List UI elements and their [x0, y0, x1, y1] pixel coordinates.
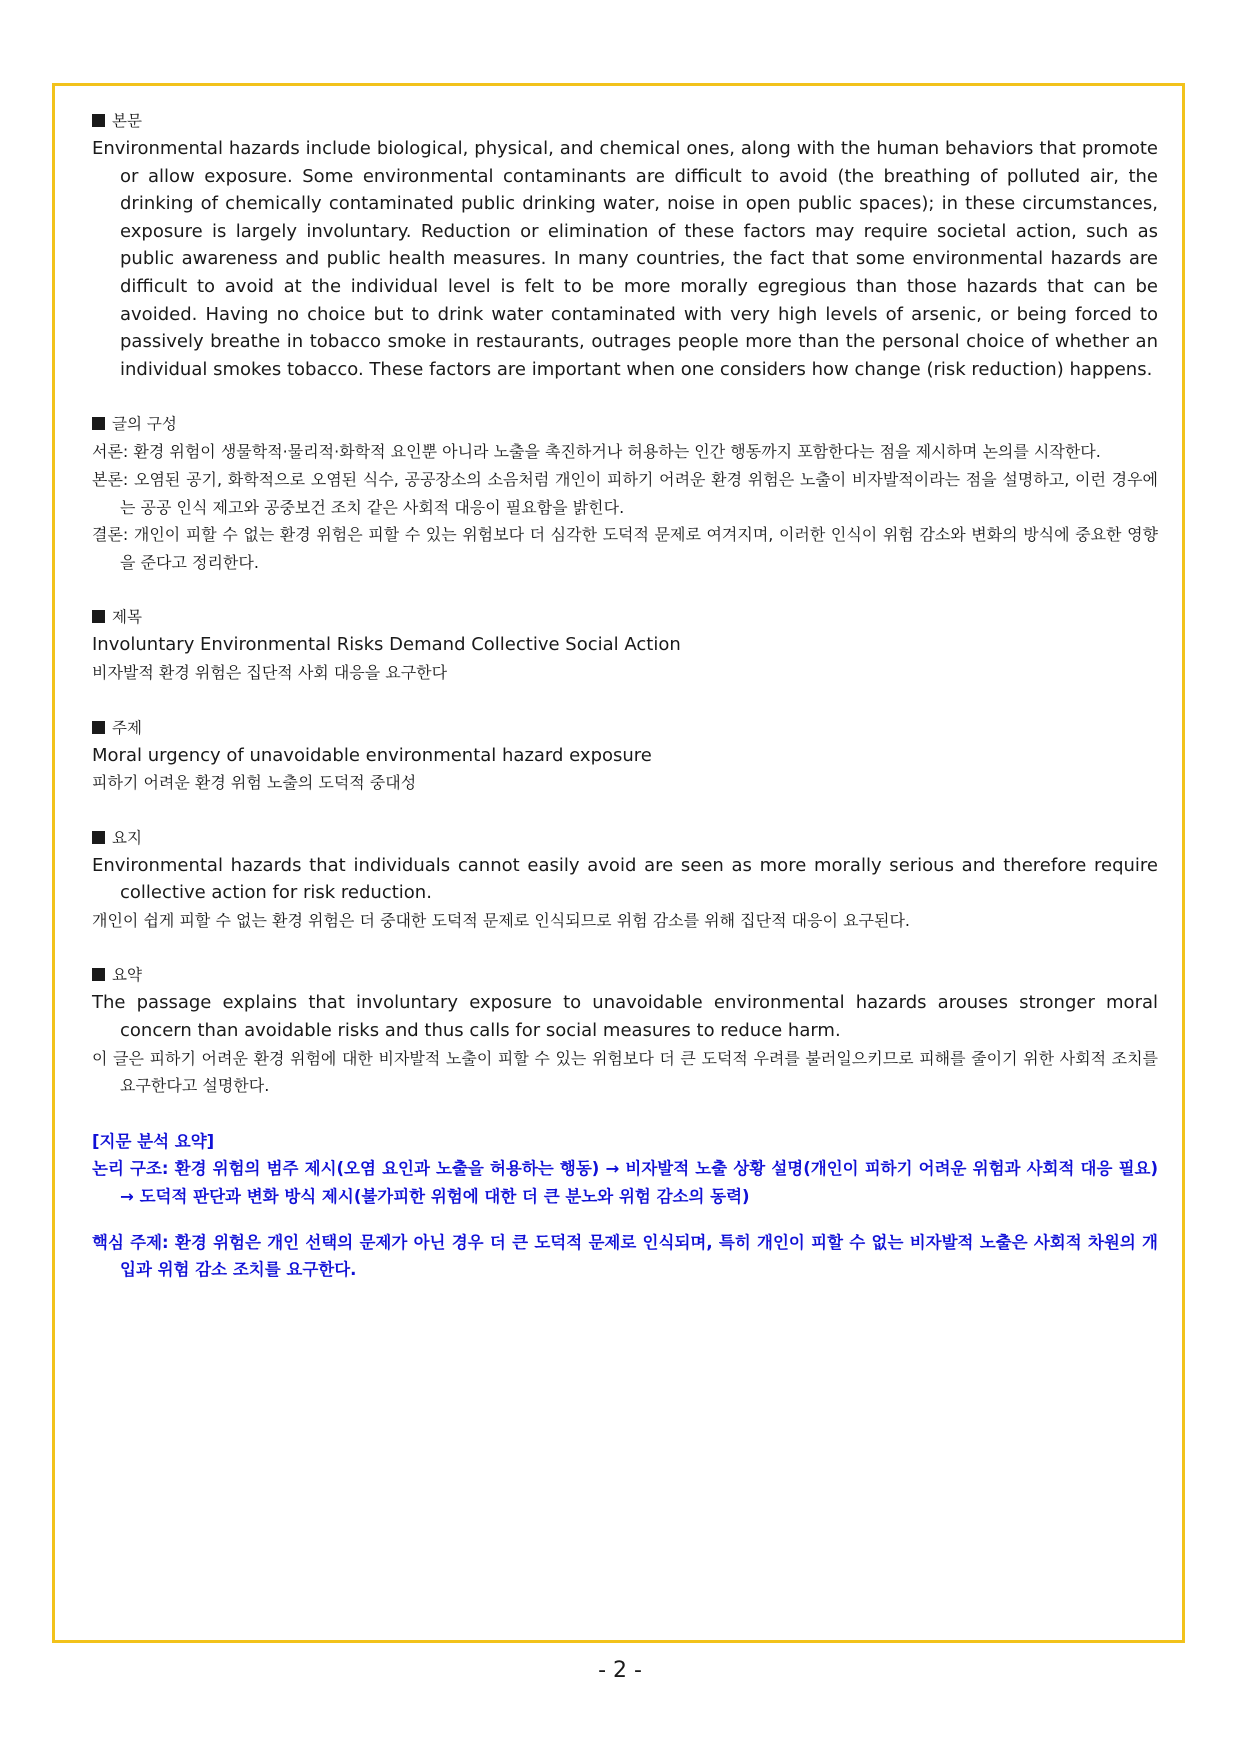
topic-en: Moral urgency of unavoidable environmental hazard exposure: [92, 744, 652, 766]
square-bullet-icon: [92, 721, 105, 734]
structure-conclusion: 결론: 개인이 피할 수 없는 환경 위험은 피할 수 있는 위험보다 더 심각한 도덕적 문제로 여겨지며, 이러한 인식이 위험 감소와 변화의 방식에 중요한 영향을 준다고 정리한다.: [92, 525, 1158, 572]
analysis-section: [92, 1128, 1158, 1284]
summary-en: The passage explains that involuntary exposure to unavoidable environmental hazards arouses stronger moral concern than avoidable risks and thus calls for social measures to reduce harm.: [92, 992, 1158, 1042]
section-heading: [92, 604, 1158, 631]
heading-label: 글의 구성: [112, 415, 177, 434]
summary-section: [92, 962, 1158, 1099]
structure-intro: 서론: 환경 위험이 생물학적·물리적·화학적 요인뿐 아니라 노출을 촉진하거나 허용하는 인간 행동까지 포함한다는 점을 제시하며 논의를 시작한다.: [92, 442, 1101, 462]
gist-en: Environmental hazards that individuals cannot easily avoid are seen as more morally serious and therefore require collective action for risk reduction.: [92, 854, 1158, 904]
square-bullet-icon: [92, 831, 105, 844]
gist-section: [92, 825, 1158, 935]
structure-section: [92, 411, 1158, 576]
section-heading: [92, 962, 1158, 989]
document-content: [92, 108, 1158, 1284]
heading-label: 요지: [112, 828, 142, 847]
analysis-heading: [지문 분석 요약]: [92, 1131, 215, 1151]
square-bullet-icon: [92, 610, 105, 623]
gist-kr: 개인이 쉽게 피할 수 없는 환경 위험은 더 중대한 도덕적 문제로 인식되므로 위험 감소를 위해 집단적 대응이 요구된다.: [92, 910, 910, 930]
analysis-core: 핵심 주제: 환경 위험은 개인 선택의 문제가 아닌 경우 더 큰 도덕적 문제로 인식되며, 특히 개인이 피할 수 없는 비자발적 노출은 사회적 차원의 개입과 위험 감소 조치를 요구한다.: [92, 1232, 1158, 1280]
title-kr: 비자발적 환경 위험은 집단적 사회 대응을 요구한다: [92, 662, 448, 682]
heading-label: 제목: [112, 608, 142, 627]
summary-kr: 이 글은 피하기 어려운 환경 위험에 대한 비자발적 노출이 피할 수 있는 위험보다 더 큰 도덕적 우려를 불러일으키므로 피해를 줄이기 위한 사회적 조치를 요구한다고 설명한다.: [92, 1048, 1158, 1096]
title-section: [92, 604, 1158, 686]
title-en: Involuntary Environmental Risks Demand Collective Social Action: [92, 634, 681, 656]
heading-label: 주제: [112, 718, 142, 737]
section-heading: [92, 411, 1158, 438]
heading-label: 요약: [112, 966, 142, 985]
section-heading: [92, 715, 1158, 742]
body-section: [92, 108, 1158, 383]
section-heading: [92, 825, 1158, 852]
section-heading: [92, 108, 1158, 135]
topic-kr: 피하기 어려운 환경 위험 노출의 도덕적 중대성: [92, 773, 417, 793]
page-number: - 2 -: [598, 1658, 642, 1683]
topic-section: [92, 715, 1158, 797]
structure-body: 본론: 오염된 공기, 화학적으로 오염된 식수, 공공장소의 소음처럼 개인이 피하기 어려운 환경 위험은 노출이 비자발적이라는 점을 설명하고, 이런 경우에는 공공 인식 제고와 공중보건 조치 같은 사회적 대응이 필요함을 밝힌다.: [92, 469, 1158, 517]
heading-label: 본문: [112, 112, 142, 130]
square-bullet-icon: [92, 417, 105, 430]
passage-text: Environmental hazards include biological, physical, and chemical ones, along with the human behaviors that promote or allow exposure. Some environmental contaminants are difficult to avoid (the breathing of polluted air, the drinking of chemically contaminated public drinking water, noise in open public spaces); in these circumstances, exposure is largely involuntary. Reduction or elimination of these factors may require societal action, such as public awareness and public health measures. In many countries, the fact that some environmental hazards are difficult to avoid at the individual level is felt to be more morally egregious than those hazards that can be avoided. Having no choice but to drink water contaminated with very high levels of arsenic, or being forced to passively breathe in tobacco smoke in restaurants, outrages people more than the personal choice of whether an individual smokes tobacco. These factors are important when one considers how change (risk reduction) happens.: [92, 138, 1158, 380]
square-bullet-icon: [92, 114, 105, 127]
square-bullet-icon: [92, 968, 105, 981]
analysis-logic: 논리 구조: 환경 위험의 범주 제시(오염 요인과 노출을 허용하는 행동) → 비자발적 노출 상황 설명(개인이 피하기 어려운 위험과 사회적 대응 필요) → 도덕적 판단과 변화 방식 제시(불가피한 위험에 대한 더 큰 분노와 위험 감소의 동력): [92, 1159, 1158, 1207]
